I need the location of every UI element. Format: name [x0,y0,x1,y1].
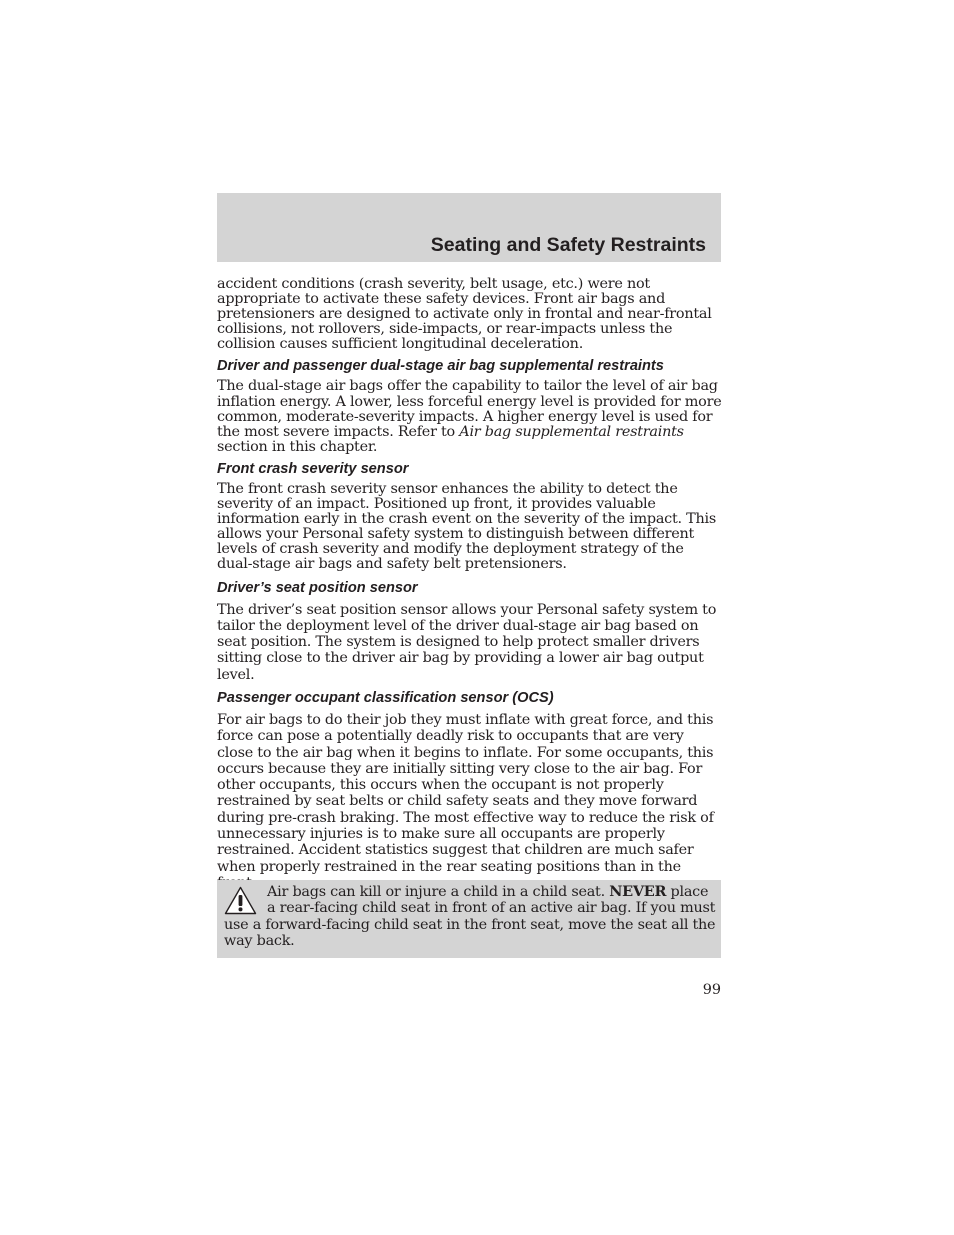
section-body-ocs: For air bags to do their job they must inflate with great force, and this force can pose a potentially deadly risk to occupants that are very close to the air bag when it begins to inflate. For some occupants, this occurs because they are initially sitting very close to the air bag. For other occupants, this occurs when the occupant is not properly restrained by seat belts or child safety seats and they move forward during pre-crash braking. The most effective way to reduce the risk of unnecessary injuries is to make sure all occupants are properly restrained. Accident statistics suggest that children are much safer when properly restrained in the rear seating positions than in the [217,711,714,875]
section-heading-crash-sensor: Front crash severity sensor [217,460,409,477]
warning-emphasis: NEVER [609,883,667,900]
warning-text [224,884,716,949]
section-heading-seat-position: Driver’s seat position sensor [217,579,418,596]
dual-stage-text: The dual-stage air bags offer the capability to tailor the level of air bag inflation energy. A lower, less forceful energy level is provided for more common, moderate-severity impacts. A higher energy level is used for the most severe impacts. Refer to [217,378,722,440]
dual-stage-text-end: section in this chapter. [217,438,378,455]
section-body-crash-sensor: The front crash severity sensor enhances the ability to detect the severity of an impact. Positioned up front, it provides valuable information early in the crash event on the severity of the impact. This allows your Personal safety system to distinguish between different levels of crash severity and modify the deployment strategy of the dual-stage air bags and safety belt pretensioners. [217,480,717,573]
section-body-seat-position: The driver’s seat position sensor allows your Personal safety system to tailor the deployment level of the driver dual-stage air bag based on seat position. The system is designed to help protect smaller drivers sitting close to the driver air bag by providing a lower air bag output level. [217,601,717,683]
section-body-dual-stage [217,379,723,454]
chapter-title: Seating and Safety Restraints [430,234,706,256]
page-number: 99 [702,982,721,998]
chapter-header-bar [217,193,721,262]
warning-text-start: Air bags can kill or injure a child in a child seat. [267,884,610,900]
intro-paragraph: accident conditions (crash severity, belt usage, etc.) were not appropriate to activate these safety devices. Front air bags and pretensioners are designed to activate only in frontal and near-frontal collisions, not rollovers, side-impacts, or rear-impacts unless the collision causes sufficient longitudinal deceleration. [217,276,712,353]
page-content [217,277,723,891]
section-heading-ocs: Passenger occupant classification sensor (OCS) [217,689,554,706]
warning-text-end: place a rear-facing child seat in front of an active air bag. If you must use a forward-facing child seat in the front seat, move the seat all the way back. [224,884,716,949]
warning-box [217,880,721,958]
section-heading-dual-stage: Driver and passenger dual-stage air bag supplemental restraints [217,358,664,375]
cross-reference-link-text: Air bag supplemental restraints [459,423,684,440]
